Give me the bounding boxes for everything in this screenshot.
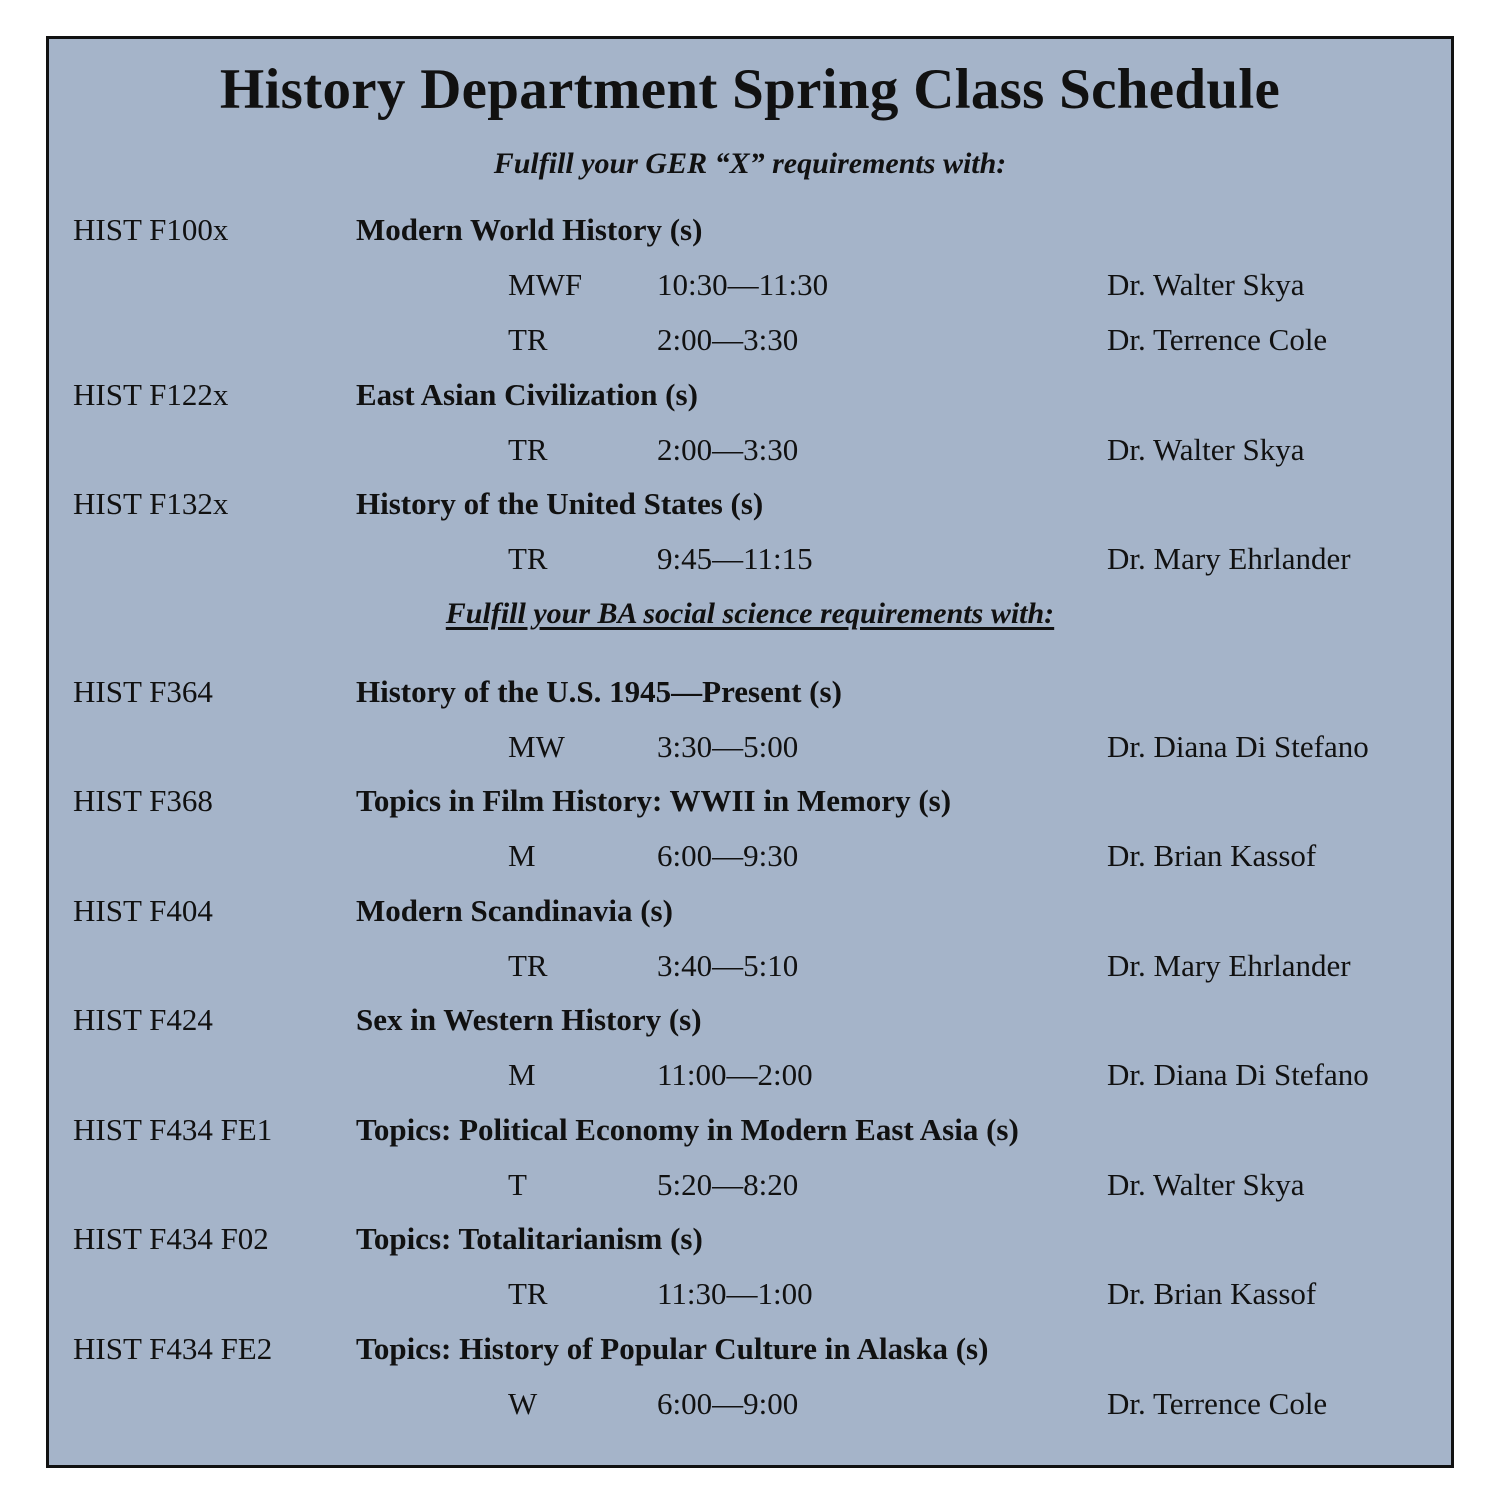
session-instructor: Dr. Diana Di Stefano <box>1107 1057 1369 1092</box>
section-heading-ba: Fulfill your BA social science requirements with: <box>445 597 1055 630</box>
session-days: T <box>508 1167 527 1202</box>
session-instructor: Dr. Mary Ehrlander <box>1107 948 1351 983</box>
session-days: TR <box>508 1276 548 1311</box>
course-title: History of the U.S. 1945—Present (s) <box>356 674 842 709</box>
course-title: Modern World History (s) <box>356 212 703 247</box>
course-code: HIST F122x <box>73 377 229 412</box>
section-heading-ger: Fulfill your GER “X” requirements with: <box>493 147 1007 180</box>
session-instructor: Dr. Walter Skya <box>1107 267 1305 302</box>
course-title: Topics: Totalitarianism (s) <box>356 1221 703 1256</box>
session-instructor: Dr. Terrence Cole <box>1107 1386 1328 1421</box>
session-instructor: Dr. Brian Kassof <box>1107 1276 1317 1311</box>
schedule-panel <box>46 36 1454 1468</box>
session-days: TR <box>508 948 548 983</box>
session-instructor: Dr. Brian Kassof <box>1107 838 1317 873</box>
session-time: 9:45—11:15 <box>657 541 813 576</box>
session-time: 3:40—5:10 <box>657 948 799 983</box>
session-instructor: Dr. Walter Skya <box>1107 1167 1305 1202</box>
session-instructor: Dr. Diana Di Stefano <box>1107 729 1369 764</box>
session-time: 3:30—5:00 <box>657 729 799 764</box>
course-code: HIST F434 F02 <box>73 1221 269 1256</box>
course-code: HIST F434 FE2 <box>73 1331 273 1366</box>
session-time: 10:30—11:30 <box>657 267 829 302</box>
course-code: HIST F368 <box>73 783 213 818</box>
session-days: M <box>508 1057 536 1092</box>
session-instructor: Dr. Terrence Cole <box>1107 322 1328 357</box>
session-days: MWF <box>508 267 583 302</box>
course-title: Topics: History of Popular Culture in Alaska (s) <box>356 1331 989 1366</box>
page-title: History Department Spring Class Schedule <box>219 58 1281 121</box>
course-title: Sex in Western History (s) <box>356 1002 702 1037</box>
course-title: Topics in Film History: WWII in Memory (s) <box>356 783 952 818</box>
session-days: TR <box>508 541 548 576</box>
course-title: Topics: Political Economy in Modern East Asia (s) <box>356 1112 1019 1147</box>
course-code: HIST F364 <box>73 674 213 709</box>
session-time: 6:00—9:30 <box>657 838 799 873</box>
course-title: Modern Scandinavia (s) <box>356 893 673 928</box>
session-time: 11:00—2:00 <box>657 1057 813 1092</box>
course-code: HIST F424 <box>73 1002 213 1037</box>
session-days: W <box>508 1386 538 1421</box>
session-time: 6:00—9:00 <box>657 1386 799 1421</box>
session-instructor: Dr. Walter Skya <box>1107 432 1305 467</box>
session-days: TR <box>508 432 548 467</box>
session-time: 2:00—3:30 <box>657 432 799 467</box>
session-days: TR <box>508 322 548 357</box>
course-title: History of the United States (s) <box>356 486 764 521</box>
course-code: HIST F132x <box>73 486 229 521</box>
course-code: HIST F434 FE1 <box>73 1112 273 1147</box>
course-code: HIST F100x <box>73 212 229 247</box>
session-time: 5:20—8:20 <box>657 1167 799 1202</box>
course-code: HIST F404 <box>73 893 213 928</box>
course-title: East Asian Civilization (s) <box>356 377 698 412</box>
session-days: M <box>508 838 536 873</box>
session-days: MW <box>508 729 565 764</box>
session-time: 2:00—3:30 <box>657 322 799 357</box>
session-instructor: Dr. Mary Ehrlander <box>1107 541 1351 576</box>
session-time: 11:30—1:00 <box>657 1276 813 1311</box>
